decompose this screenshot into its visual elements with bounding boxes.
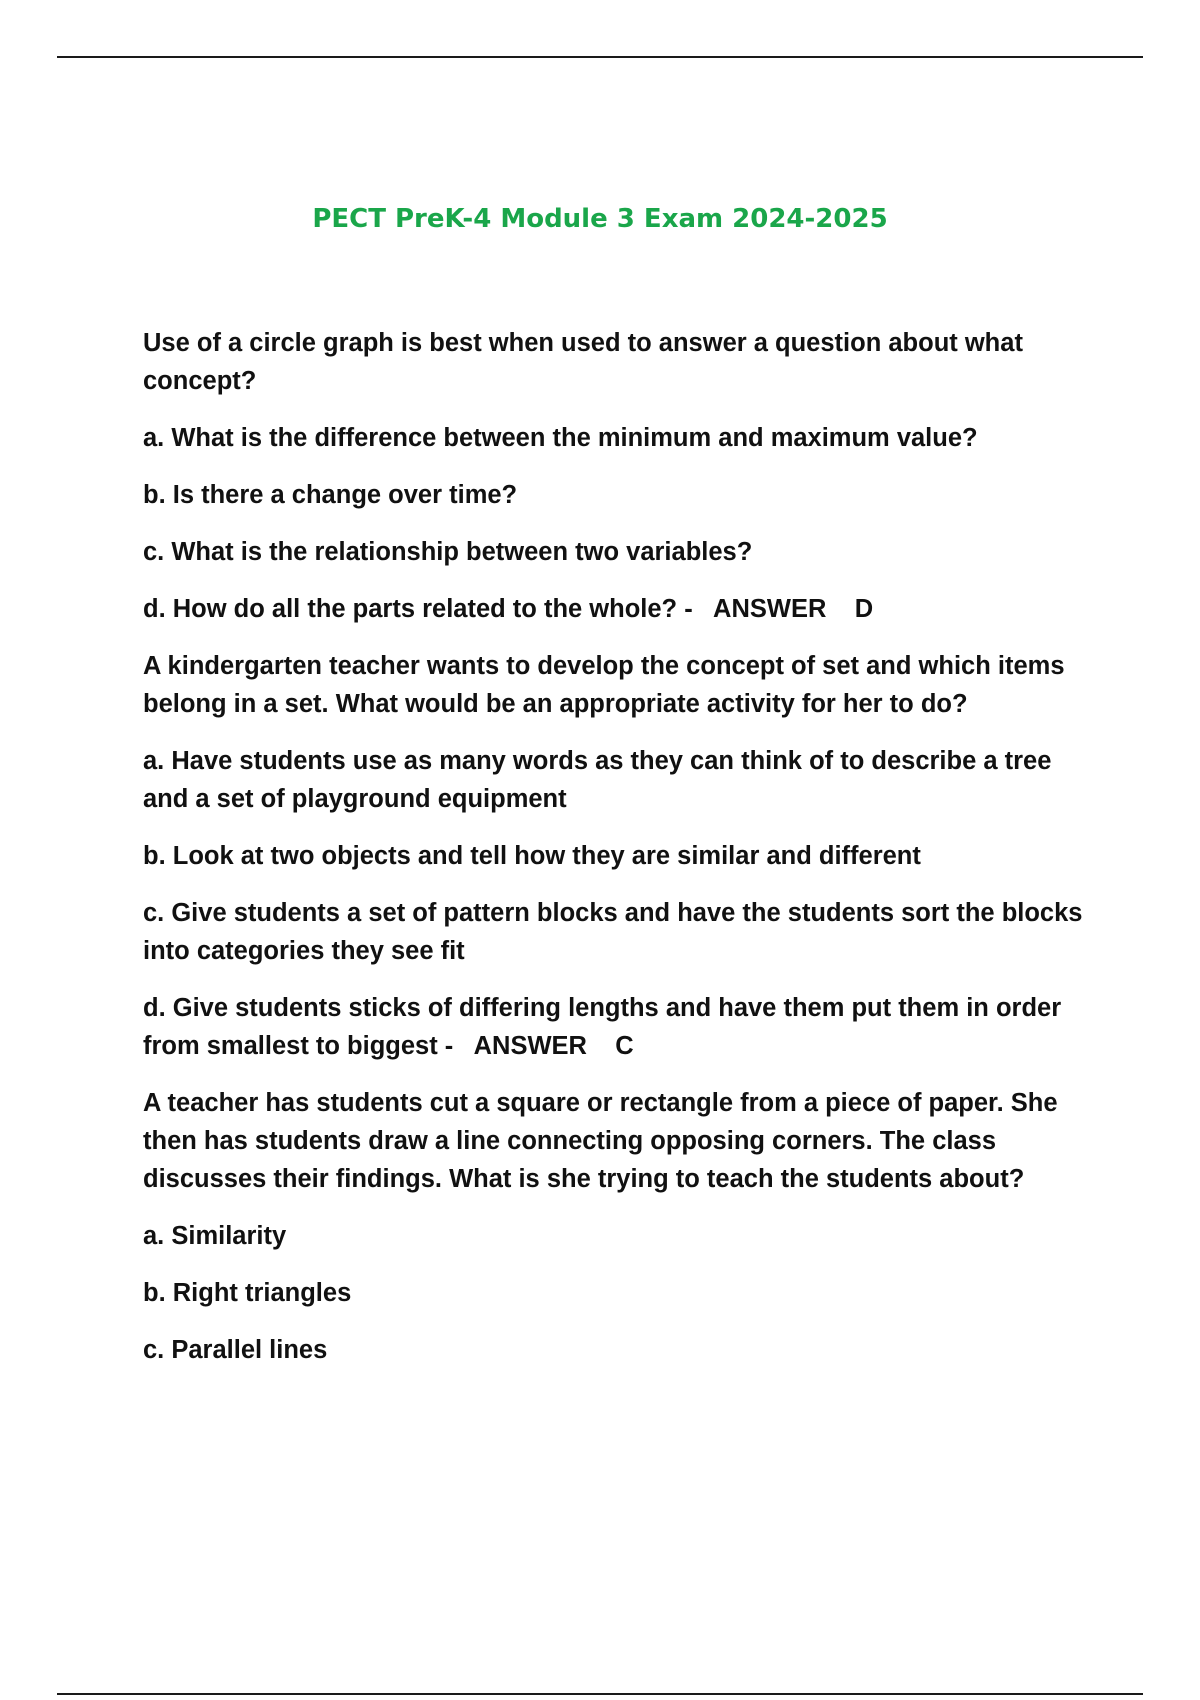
- question-stem: Use of a circle graph is best when used to answer a question about what concept?: [143, 329, 1023, 395]
- answer-key: [693, 595, 713, 623]
- header-rule: [57, 56, 1143, 58]
- answer-option: [143, 989, 1093, 1065]
- answer-key-text: ANSWER D: [713, 595, 874, 623]
- document-title: PECT PreK-4 Module 3 Exam 2024-2025: [312, 204, 888, 234]
- answer-option: a. Similarity: [143, 1222, 287, 1250]
- answer-option-text: d. How do all the parts related to the whole? -: [143, 595, 693, 623]
- answer-option: c. Give students a set of pattern blocks and have the students sort the blocks into categories they see fit: [143, 899, 1083, 965]
- question-stem: A kindergarten teacher wants to develop the concept of set and which items belong in a set. What would be an appropriate activity for her to do?: [143, 652, 1065, 718]
- answer-option-text: d. Give students sticks of differing lengths and have them put them in order from smallest to biggest -: [143, 994, 1062, 1060]
- answer-option: b. Is there a change over time?: [143, 481, 518, 509]
- footer-rule: [57, 1693, 1143, 1695]
- answer-option: a. What is the difference between the minimum and maximum value?: [143, 424, 978, 452]
- answer-option: [143, 590, 1093, 628]
- answer-option: c. Parallel lines: [143, 1336, 328, 1364]
- document-body: [143, 324, 1093, 1388]
- answer-key: [453, 1032, 473, 1060]
- answer-option: c. What is the relationship between two variables?: [143, 538, 753, 566]
- answer-option: b. Right triangles: [143, 1279, 352, 1307]
- answer-key-text: ANSWER C: [473, 1032, 634, 1060]
- question-stem: A teacher has students cut a square or rectangle from a piece of paper. She then has students draw a line connecting opposing corners. The class discusses their findings. What is she trying to teach the students about?: [143, 1089, 1058, 1193]
- answer-option: b. Look at two objects and tell how they are similar and different: [143, 842, 921, 870]
- answer-option: a. Have students use as many words as they can think of to describe a tree and a set of playground equipment: [143, 747, 1052, 813]
